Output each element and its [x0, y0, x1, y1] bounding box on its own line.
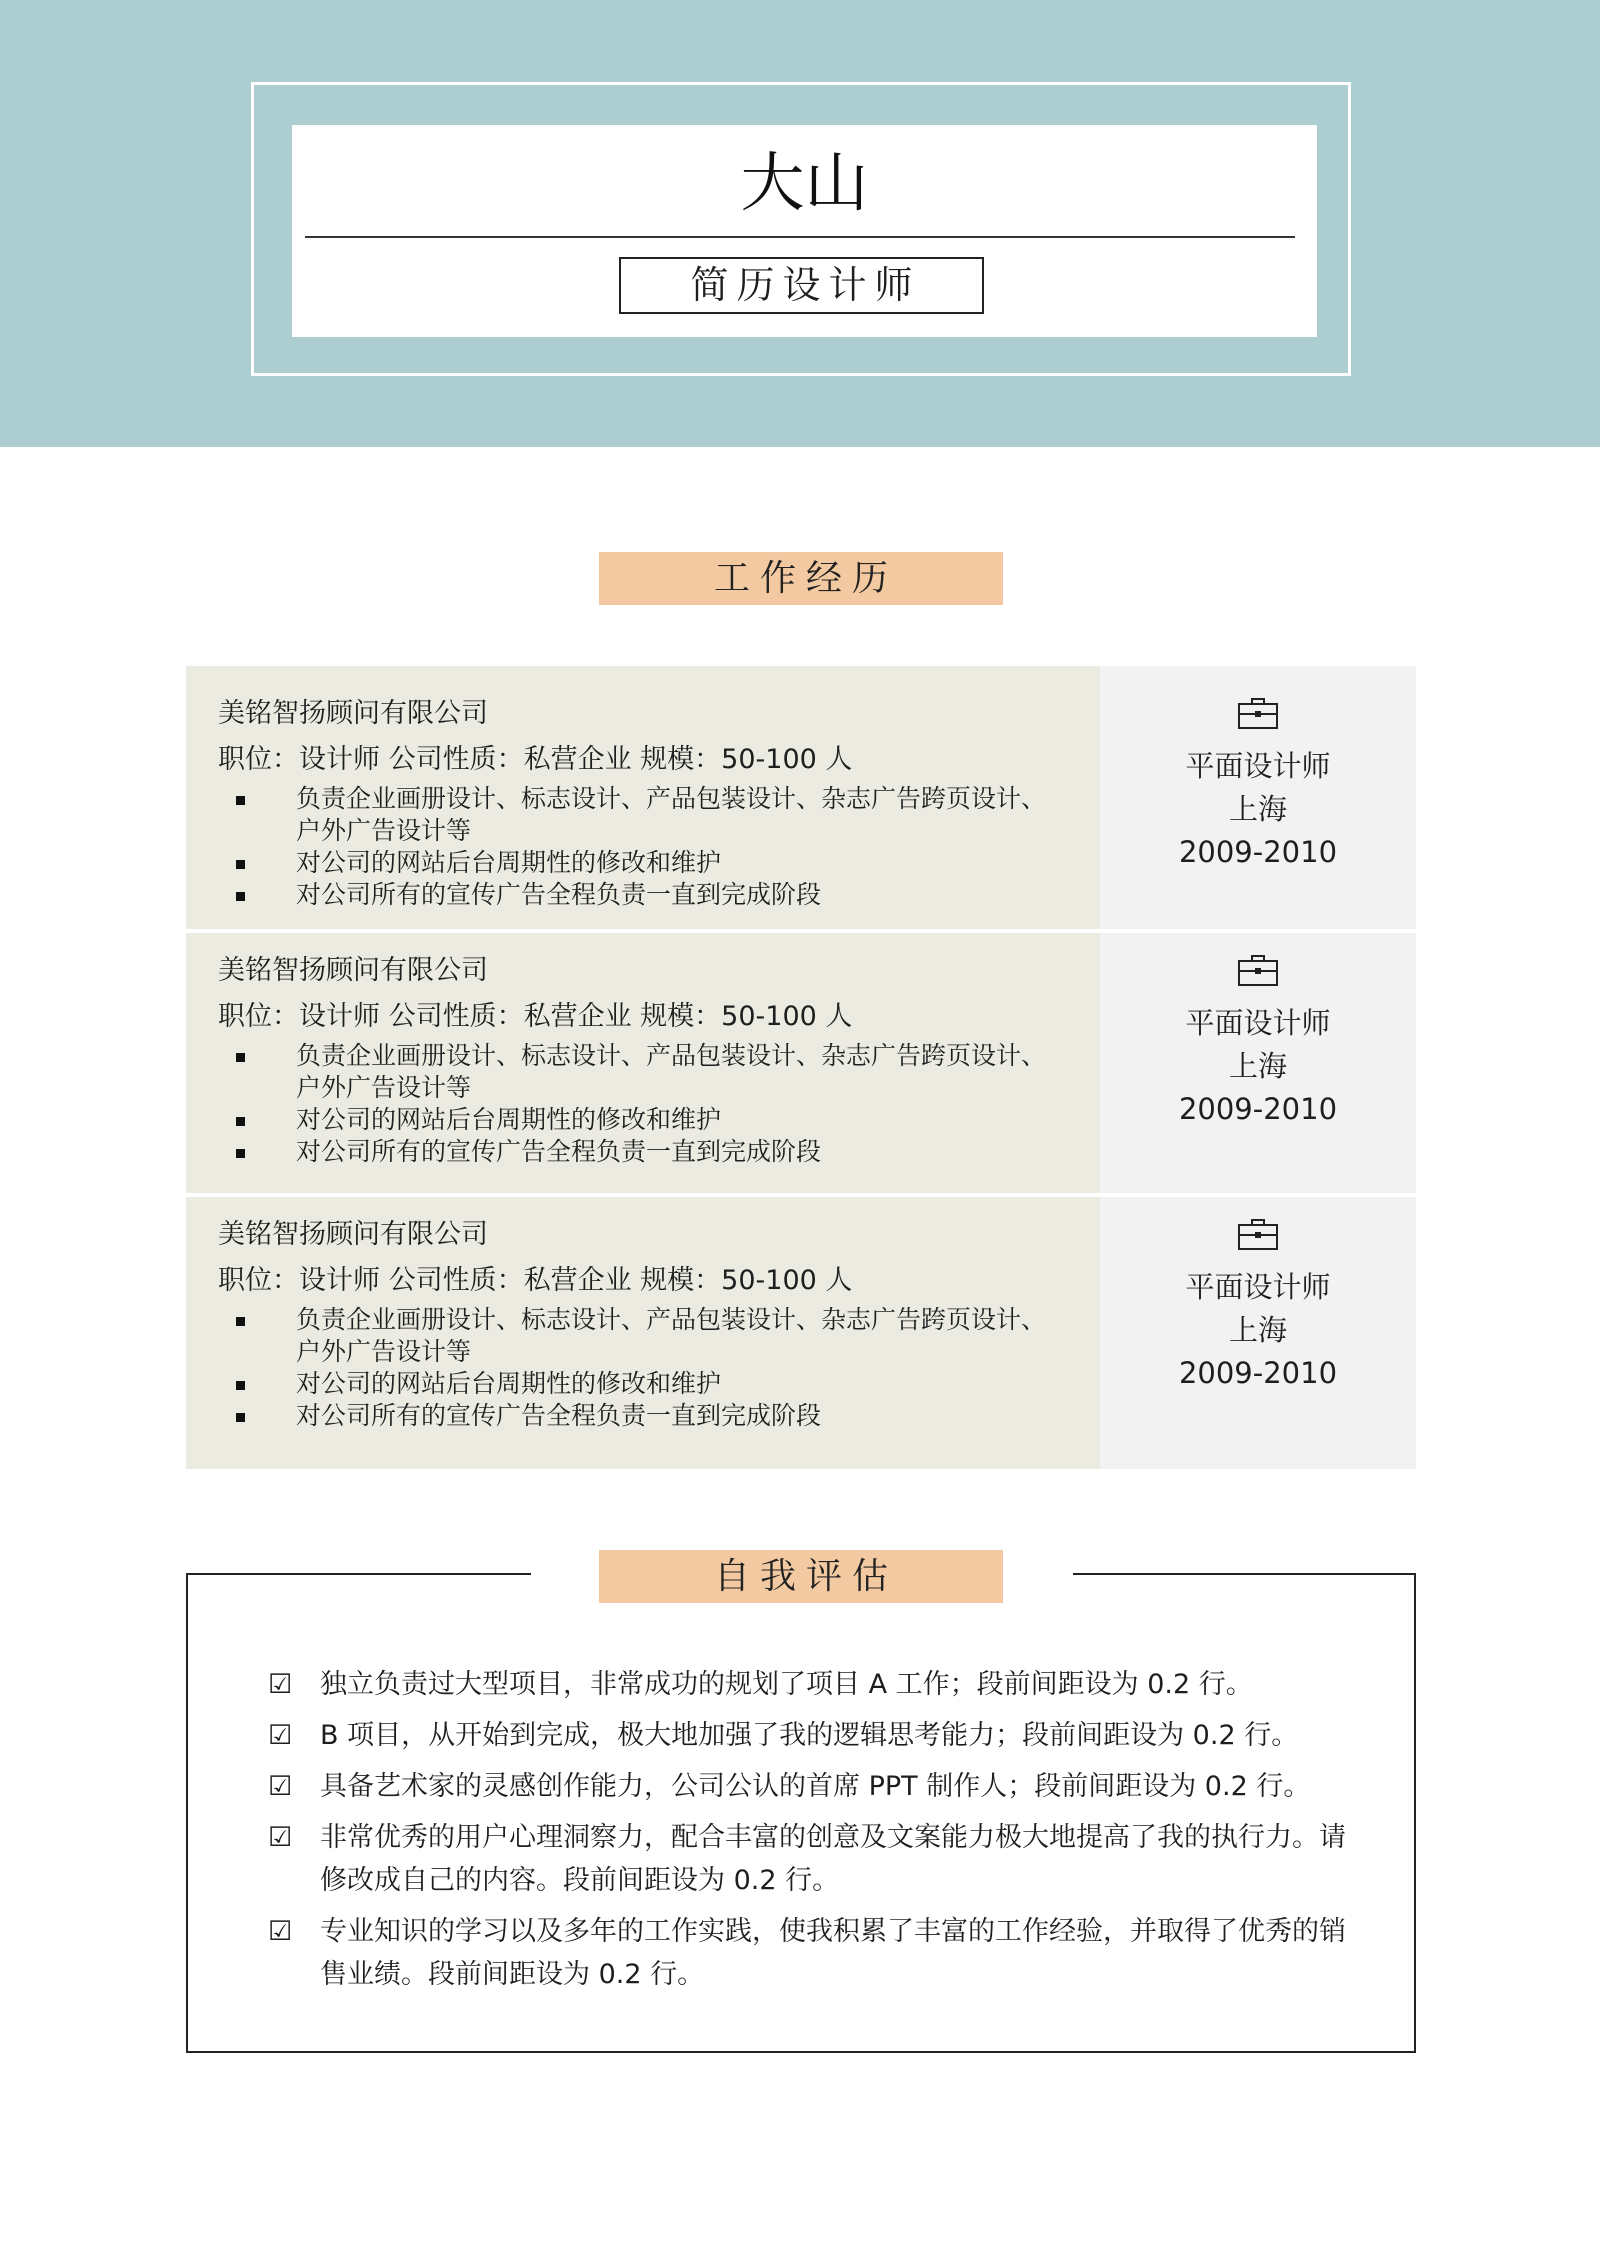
section-title-self: 自我评估	[599, 1550, 1003, 1603]
evaluation-text: 独立负责过大型项目，非常成功的规划了项目 A 工作；段前间距设为 0.2 行。	[320, 1669, 1253, 1700]
duty-item: 对公司所有的宣传广告全程负责一直到完成阶段	[236, 1400, 1056, 1432]
section-title-work: 工作经历	[599, 552, 1003, 605]
evaluation-item	[268, 1714, 1358, 1757]
duty-item: 对公司的网站后台周期性的修改和维护	[236, 847, 1056, 879]
duty-list	[236, 783, 1056, 911]
header-card	[292, 125, 1317, 337]
company-name: 美铭智扬顾问有限公司	[218, 955, 488, 986]
evaluation-item	[268, 1765, 1358, 1808]
experience-details	[186, 666, 1100, 929]
duty-list	[236, 1304, 1056, 1432]
name-divider	[305, 236, 1295, 238]
duty-item: 对公司的网站后台周期性的修改和维护	[236, 1368, 1056, 1400]
duty-item: 负责企业画册设计、标志设计、产品包装设计、杂志广告跨页设计、户外广告设计等	[236, 1040, 1056, 1104]
duty-item: 对公司所有的宣传广告全程负责一直到完成阶段	[236, 1136, 1056, 1168]
self-evaluation-list	[268, 1663, 1358, 2004]
job-title: 平面设计师	[1185, 1270, 1331, 1304]
duty-item: 负责企业画册设计、标志设计、产品包装设计、杂志广告跨页设计、户外广告设计等	[236, 783, 1056, 847]
duty-item: 负责企业画册设计、标志设计、产品包装设计、杂志广告跨页设计、户外广告设计等	[236, 1304, 1056, 1368]
job-city: 上海	[1228, 1313, 1287, 1347]
position-info: 职位：设计师 公司性质：私营企业 规模：50-100 人	[218, 1001, 853, 1032]
job-years: 2009-2010	[1178, 1092, 1338, 1126]
checkbox-checked-icon: ☑	[268, 1771, 293, 1802]
position-info: 职位：设计师 公司性质：私营企业 规模：50-100 人	[218, 1265, 853, 1296]
experience-item	[186, 666, 1416, 929]
experience-summary	[1100, 666, 1416, 929]
job-years: 2009-2010	[1178, 1356, 1338, 1390]
evaluation-item	[268, 1910, 1358, 1996]
person-name: 大山	[740, 147, 869, 221]
briefcase-icon	[1237, 953, 1279, 987]
checkbox-checked-icon: ☑	[268, 1916, 293, 1947]
company-name: 美铭智扬顾问有限公司	[218, 1219, 488, 1250]
checkbox-checked-icon: ☑	[268, 1822, 293, 1853]
duty-item: 对公司的网站后台周期性的修改和维护	[236, 1104, 1056, 1136]
evaluation-item	[268, 1816, 1358, 1902]
experience-summary	[1100, 1197, 1416, 1469]
position-info: 职位：设计师 公司性质：私营企业 规模：50-100 人	[218, 744, 853, 775]
briefcase-icon	[1237, 696, 1279, 730]
evaluation-text: 专业知识的学习以及多年的工作实践，使我积累了丰富的工作经验，并取得了优秀的销售业绩。段前间距设为 0.2 行。	[320, 1916, 1346, 1990]
checkbox-checked-icon: ☑	[268, 1669, 293, 1700]
evaluation-text: 具备艺术家的灵感创作能力，公司公认的首席 PPT 制作人；段前间距设为 0.2 行。	[320, 1771, 1311, 1802]
evaluation-text: B 项目，从开始到完成，极大地加强了我的逻辑思考能力；段前间距设为 0.2 行。	[320, 1720, 1299, 1751]
briefcase-icon	[1237, 1217, 1279, 1251]
experience-details	[186, 1197, 1100, 1469]
experience-details	[186, 933, 1100, 1193]
checkbox-checked-icon: ☑	[268, 1720, 293, 1751]
experience-summary	[1100, 933, 1416, 1193]
evaluation-text: 非常优秀的用户心理洞察力，配合丰富的创意及文案能力极大地提高了我的执行力。请修改成自己的内容。段前间距设为 0.2 行。	[320, 1822, 1346, 1896]
job-title: 平面设计师	[1185, 749, 1331, 783]
duty-item: 对公司所有的宣传广告全程负责一直到完成阶段	[236, 879, 1056, 911]
job-title-box: 简历设计师	[619, 257, 984, 314]
job-city: 上海	[1228, 1049, 1287, 1083]
experience-item	[186, 1197, 1416, 1469]
duty-list	[236, 1040, 1056, 1168]
experience-item	[186, 933, 1416, 1193]
evaluation-item	[268, 1663, 1358, 1706]
job-title: 平面设计师	[1185, 1006, 1331, 1040]
job-city: 上海	[1228, 792, 1287, 826]
company-name: 美铭智扬顾问有限公司	[218, 698, 488, 729]
job-years: 2009-2010	[1178, 835, 1338, 869]
